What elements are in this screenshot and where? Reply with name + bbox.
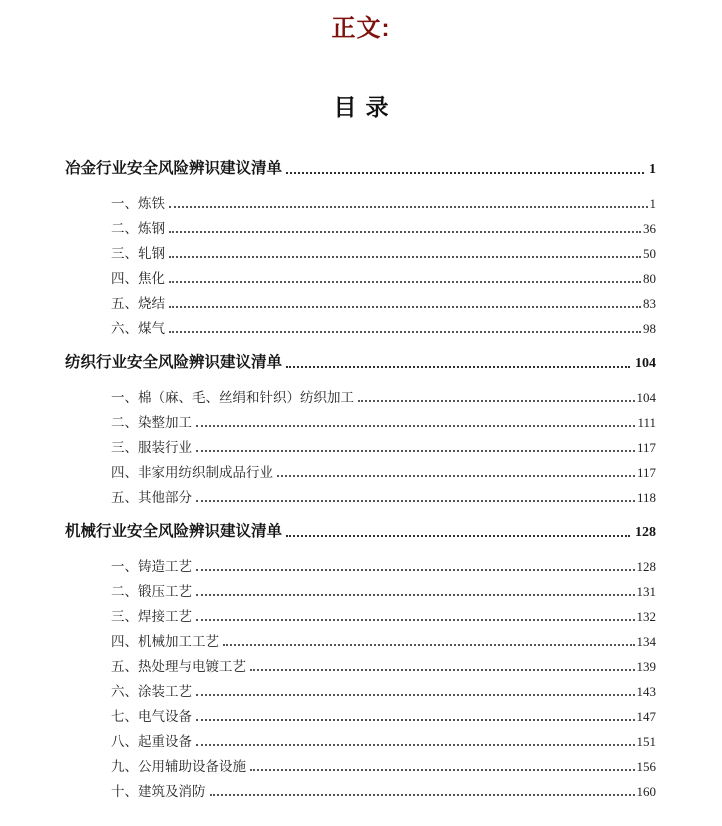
toc-section-page-number: 128 — [635, 525, 656, 540]
toc-entry-page-number: 83 — [643, 296, 656, 311]
dot-leader — [286, 535, 630, 537]
toc-entry[interactable] — [65, 675, 656, 700]
toc-entry-label: 七、电气设备 — [111, 709, 192, 724]
toc-entry[interactable] — [65, 600, 656, 625]
dot-leader — [277, 475, 635, 477]
dot-leader — [169, 306, 641, 308]
dot-leader — [250, 769, 635, 771]
dot-leader — [196, 744, 635, 746]
document-page — [0, 8, 722, 826]
toc-section-page-number: 1 — [649, 162, 656, 177]
dot-leader — [286, 366, 630, 368]
toc-entry-page-number: 36 — [643, 221, 656, 236]
toc-entry[interactable] — [65, 750, 656, 775]
toc-entry-page-number: 151 — [636, 734, 656, 749]
toc-entry-label: 五、烧结 — [111, 296, 165, 311]
toc-entry-label: 三、轧钢 — [111, 246, 165, 261]
toc-entry-label: 四、焦化 — [111, 271, 165, 286]
toc-entry-label: 十、建筑及消防 — [111, 784, 206, 799]
toc-entry-label: 二、锻压工艺 — [111, 584, 192, 599]
dot-leader — [358, 400, 635, 402]
toc-section-title: 纺织行业安全风险辨识建议清单 — [65, 354, 283, 371]
toc-entry[interactable] — [65, 625, 656, 650]
dot-leader — [196, 594, 635, 596]
dot-leader — [196, 450, 635, 452]
dot-leader — [169, 206, 648, 208]
toc-entry[interactable] — [65, 212, 656, 237]
dot-leader — [286, 172, 644, 174]
toc-entry-page-number: 143 — [636, 684, 656, 699]
toc-entry[interactable] — [65, 287, 656, 312]
toc-entry[interactable] — [65, 481, 656, 506]
dot-leader — [196, 425, 635, 427]
toc-section-heading[interactable] — [65, 156, 656, 178]
toc-entry[interactable] — [65, 650, 656, 675]
toc-entry-page-number: 117 — [636, 440, 656, 455]
toc-section-heading[interactable] — [65, 519, 656, 541]
toc-entry-page-number: 156 — [636, 759, 656, 774]
toc-entry-page-number: 134 — [636, 634, 656, 649]
toc-entry-page-number: 147 — [636, 709, 656, 724]
toc-section — [65, 519, 656, 800]
toc-entry-page-number: 104 — [636, 390, 656, 405]
toc-entry-page-number: 118 — [636, 490, 656, 505]
dot-leader — [169, 256, 641, 258]
toc-section-page-number: 104 — [635, 356, 656, 371]
dot-leader — [196, 569, 635, 571]
toc-entry-page-number: 1 — [649, 196, 656, 211]
toc-entry-label: 一、棉（麻、毛、丝绢和针织）纺织加工 — [111, 390, 354, 405]
toc-section-items — [65, 187, 656, 337]
toc-entry[interactable] — [65, 775, 656, 800]
toc-entry-label: 一、炼铁 — [111, 196, 165, 211]
toc-entry-label: 二、炼钢 — [111, 221, 165, 236]
toc-entry-label: 六、涂装工艺 — [111, 684, 192, 699]
toc-entry[interactable] — [65, 187, 656, 212]
toc-entry[interactable] — [65, 381, 656, 406]
toc-entry-page-number: 160 — [636, 784, 656, 799]
toc-entry-label: 九、公用辅助设备设施 — [111, 759, 246, 774]
toc-entry-page-number: 98 — [643, 321, 656, 336]
dot-leader — [250, 669, 635, 671]
toc-entry-label: 四、非家用纺织制成品行业 — [111, 465, 273, 480]
toc-entry-label: 五、其他部分 — [111, 490, 192, 505]
toc-entry[interactable] — [65, 406, 656, 431]
dot-leader — [196, 619, 635, 621]
dot-leader — [196, 719, 635, 721]
toc-entry-label: 二、染整加工 — [111, 415, 192, 430]
toc-section — [65, 350, 656, 506]
toc-entry-label: 四、机械加工工艺 — [111, 634, 219, 649]
dot-leader — [196, 500, 635, 502]
table-of-contents — [0, 156, 722, 800]
toc-section-title: 机械行业安全风险辨识建议清单 — [65, 523, 283, 540]
dot-leader — [169, 281, 641, 283]
toc-entry[interactable] — [65, 700, 656, 725]
dot-leader — [223, 644, 635, 646]
toc-entry-page-number: 139 — [636, 659, 656, 674]
toc-entry-page-number: 111 — [637, 415, 656, 430]
toc-entry-label: 八、起重设备 — [111, 734, 192, 749]
dot-leader — [169, 231, 641, 233]
toc-entry-label: 三、焊接工艺 — [111, 609, 192, 624]
toc-section-items — [65, 550, 656, 800]
toc-section-heading[interactable] — [65, 350, 656, 372]
dot-leader — [169, 331, 641, 333]
toc-entry[interactable] — [65, 575, 656, 600]
toc-entry[interactable] — [65, 312, 656, 337]
toc-entry-page-number: 117 — [636, 465, 656, 480]
body-heading: 正文: — [331, 15, 391, 42]
toc-entry-label: 一、铸造工艺 — [111, 559, 192, 574]
dot-leader — [196, 694, 635, 696]
toc-entry[interactable] — [65, 237, 656, 262]
toc-entry[interactable] — [65, 431, 656, 456]
toc-entry[interactable] — [65, 550, 656, 575]
toc-entry-label: 五、热处理与电镀工艺 — [111, 659, 246, 674]
toc-section-title: 冶金行业安全风险辨识建议清单 — [65, 160, 283, 177]
toc-entry-page-number: 128 — [636, 559, 656, 574]
toc-entry-page-number: 50 — [643, 246, 656, 261]
toc-section-items — [65, 381, 656, 506]
toc-entry[interactable] — [65, 456, 656, 481]
toc-section — [65, 156, 656, 337]
toc-entry[interactable] — [65, 262, 656, 287]
toc-entry-page-number: 131 — [636, 584, 656, 599]
toc-entry-page-number: 132 — [636, 609, 656, 624]
toc-entry-page-number: 80 — [643, 271, 656, 286]
toc-entry[interactable] — [65, 725, 656, 750]
toc-entry-label: 三、服装行业 — [111, 440, 192, 455]
toc-entry-label: 六、煤气 — [111, 321, 165, 336]
dot-leader — [210, 794, 635, 796]
toc-title: 目录 — [333, 95, 398, 120]
